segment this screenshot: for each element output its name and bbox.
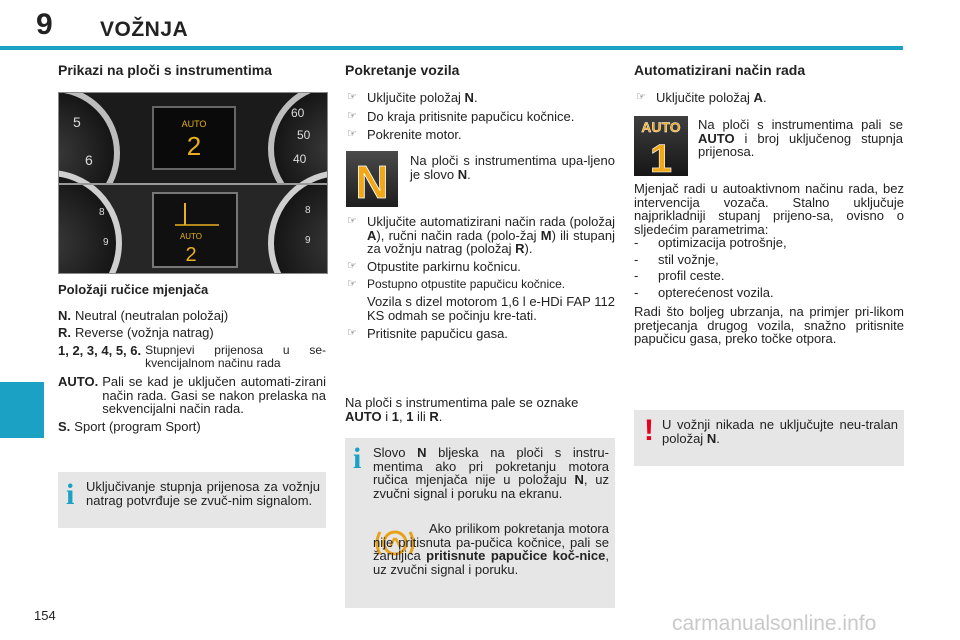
step-bold: A: [753, 90, 763, 105]
n-indicator-text-end: .: [467, 166, 471, 182]
cluster-top-auto: AUTO: [181, 119, 207, 129]
info-icon: i: [353, 442, 362, 475]
step-text-end: .: [762, 90, 767, 105]
factor-text: opterećenost vozila.: [658, 284, 774, 300]
svg-text:9: 9: [103, 237, 109, 248]
step-text: Uključite položaj: [656, 90, 754, 105]
display-note-bold: R: [429, 408, 439, 424]
gear-key: N.: [58, 307, 71, 323]
step-item: [634, 91, 904, 105]
step-bold: N: [464, 90, 474, 105]
gear-row-sport: [58, 420, 326, 434]
step-item: [345, 91, 615, 105]
factor-item: - opterećenost vozila.: [634, 284, 774, 300]
display-note-auto: AUTO: [345, 408, 382, 424]
warning-icon: !: [644, 414, 654, 447]
start-steps-b: [345, 215, 615, 346]
gear-text: Reverse (vožnja natrag): [75, 325, 214, 341]
gear-text: Neutral (neutralan položaj): [75, 307, 229, 323]
cluster-top-gear: 2: [186, 131, 202, 161]
warning-text-part: .: [716, 430, 720, 446]
gear-text: Pali se kad je uključen automati-zirani način rada. Gasi se nakon prelaska na sekvencijalni način rada.: [102, 373, 326, 417]
display-note-text: ili: [413, 408, 430, 424]
pointer-icon: ☞: [636, 91, 646, 103]
auto-indicator-text-part: Na ploči s instrumentima pali se: [698, 117, 903, 132]
step-text: Do kraja pritisnite papučicu kočnice.: [367, 108, 575, 124]
gear-text: Stupnjevi prijenosa u se-kvencijalnom načinu rada: [145, 342, 326, 371]
step-item: [345, 110, 615, 124]
factor-item: - profil ceste.: [634, 268, 725, 284]
info-note-text-part: bljeska na ploči s instru-mentima ako pri pokretanju motora ručica mjenjača nije u položaju: [373, 445, 609, 488]
svg-text:8: 8: [99, 207, 105, 218]
pointer-icon: ☞: [347, 259, 357, 272]
svg-text:6: 6: [85, 152, 93, 168]
step-text: Uključite položaj: [367, 90, 465, 105]
instrument-cluster-image: [58, 92, 328, 274]
svg-text:8: 8: [305, 205, 311, 216]
section-title-starting: Pokretanje vozila: [345, 62, 460, 78]
gear-row-sequential: [58, 344, 326, 371]
step-item-auto: [345, 215, 615, 256]
pointer-icon: ☞: [347, 91, 357, 103]
auto-indicator-text: [698, 118, 903, 159]
section-title-instrument-displays: Prikazi na ploči s instrumentima: [58, 62, 272, 78]
info-icon: i: [66, 478, 75, 511]
step-item: [345, 327, 615, 341]
gear-row-n: [58, 309, 326, 323]
gear-key: 1, 2, 3, 4, 5, 6.: [58, 342, 142, 358]
gear-n-indicator-icon: [346, 151, 398, 207]
warning-text-part: U vožnji nikada ne uključujte neu-tralan položaj: [662, 417, 898, 446]
gear-key: S.: [58, 418, 71, 434]
step-text: Otpustite parkirnu kočnicu.: [367, 258, 521, 274]
display-note-bold: 1: [391, 408, 399, 424]
auto-gear-indicator-icon: [634, 116, 688, 176]
auto-step: [634, 91, 904, 110]
cluster-bottom-auto: AUTO: [179, 232, 203, 241]
gear-text: Sport (program Sport): [74, 418, 201, 434]
info-note-bold: N: [574, 472, 584, 488]
brake-note-text-part: Ako prilikom pokretanja motora nije pritisnuta pa-pučica kočnice, pali se žaruljica: [373, 521, 609, 564]
svg-text:N: N: [355, 156, 389, 207]
warning-text: [662, 418, 898, 445]
gear-positions-block: [58, 283, 326, 435]
diesel-note: Vozila s dizel motorom 1,6 l e-HDi FAP 112 KS odmah se počinju kre-tati.: [367, 293, 615, 323]
info-note-text-part: , uz zvučni signal i poruku na ekranu.: [373, 472, 609, 501]
step-text: ), ručni način rada (polo-žaj: [376, 227, 541, 243]
start-steps-a: [345, 91, 615, 147]
auto-mode-factors: [634, 236, 904, 302]
step-text: Postupno otpustite papučicu kočnice.: [367, 277, 566, 292]
gear-key: AUTO.: [58, 373, 99, 389]
gear-row-auto: [58, 375, 326, 416]
factor-item: - optimizacija potrošnje,: [634, 235, 787, 250]
header-rule: [0, 46, 903, 50]
gear-positions-title: Položaji ručice mjenjača: [58, 282, 209, 297]
factor-text: profil ceste.: [658, 268, 725, 284]
cluster-bottom-gear: 2: [185, 244, 197, 266]
display-note-text: ,: [398, 408, 407, 424]
brake-note-text: [373, 522, 609, 576]
info-note-n-flashing: [345, 438, 615, 608]
n-indicator-text-main: Na ploči s instrumentima upa-ljeno je slovo: [410, 153, 615, 182]
auto-indicator-bold: AUTO: [698, 130, 735, 146]
info-note-text-part: Slovo: [373, 445, 418, 460]
pointer-icon: ☞: [347, 128, 357, 141]
factor-text: optimizacija potrošnje,: [658, 235, 787, 250]
page-number: 154: [34, 608, 56, 623]
display-note-bold: 1: [406, 408, 414, 424]
step-item: [345, 278, 615, 292]
step-text: ) ili stupanj za vožnju natrag (položaj: [367, 227, 615, 257]
brake-note-text-part: , uz zvučni signal i poruku.: [373, 548, 609, 577]
svg-text:40: 40: [293, 152, 307, 166]
gear-key: R.: [58, 325, 71, 341]
display-note-text: Na ploči s instrumentima pale se oznake: [345, 395, 579, 410]
step-text-end: .: [473, 90, 478, 105]
pointer-icon: ☞: [347, 278, 357, 291]
chapter-side-tab: [0, 382, 44, 438]
svg-text:50: 50: [297, 128, 311, 142]
pointer-icon: ☞: [347, 109, 357, 122]
acceleration-paragraph: Radi što boljeg ubrzanja, na primjer pri-likom pretjecanja drugog vozila, snažno pritisnite papučicu gasa, preko točke otpora.: [634, 304, 904, 347]
brake-note-bold: pritisnute papučice koč-nice: [426, 548, 606, 564]
gear-row-r: [58, 326, 326, 340]
n-indicator-text: [410, 154, 615, 181]
step-item: [345, 260, 615, 274]
factor-text: stil vožnje,: [658, 251, 719, 267]
display-note-text: i: [381, 408, 392, 424]
info-note-bold: N: [417, 445, 427, 460]
step-bold-m: M: [540, 227, 552, 243]
svg-text:60: 60: [291, 106, 305, 120]
n-indicator-letter: N: [457, 166, 468, 182]
section-title-automatic-mode: Automatizirani način rada: [634, 62, 806, 78]
instrument-cluster-illustration: [59, 93, 328, 274]
pointer-icon: ☞: [347, 327, 357, 340]
step-text: ).: [524, 241, 533, 257]
auto-mode-paragraph: Mjenjač radi u autoaktivnom načinu rada, bez intervencija vozača. Stalno uključuje najprikladniji stupanj prijeno-sa, ovisno o sljedećim parametrima:: [634, 181, 904, 237]
info-note-text: Uključivanje stupnja prijenosa za vožnju natrag potvrđuje se zvuč-nim signalom.: [86, 479, 320, 508]
factor-item: - stil vožnje,: [634, 251, 719, 267]
svg-text:1: 1: [649, 137, 673, 176]
step-text: Uključite automatizirani način rada (položaj: [367, 214, 615, 229]
display-note: [345, 396, 615, 423]
step-text: Pokrenite motor.: [367, 127, 462, 143]
svg-text:AUTO: AUTO: [641, 119, 681, 135]
step-bold-r: R: [515, 241, 525, 257]
svg-text:5: 5: [73, 114, 81, 130]
warning-bold: N: [706, 430, 717, 446]
display-note-text: .: [438, 408, 443, 424]
info-note-text: [373, 446, 609, 500]
chapter-number: 9: [36, 8, 53, 41]
warning-note-neutral: [634, 410, 904, 466]
step-item: [345, 128, 615, 142]
step-text: Pritisnite papučicu gasa.: [367, 326, 508, 342]
svg-text:9: 9: [305, 235, 311, 246]
auto-indicator-text-part: i broj uključenog stupnja prijenosa.: [698, 130, 903, 160]
watermark: carmanualsonline.info: [672, 612, 877, 635]
step-bold-a: A: [367, 227, 377, 243]
pointer-icon: ☞: [347, 215, 357, 227]
chapter-title: VOŽNJA: [100, 18, 189, 41]
info-note-reverse: [58, 472, 326, 528]
